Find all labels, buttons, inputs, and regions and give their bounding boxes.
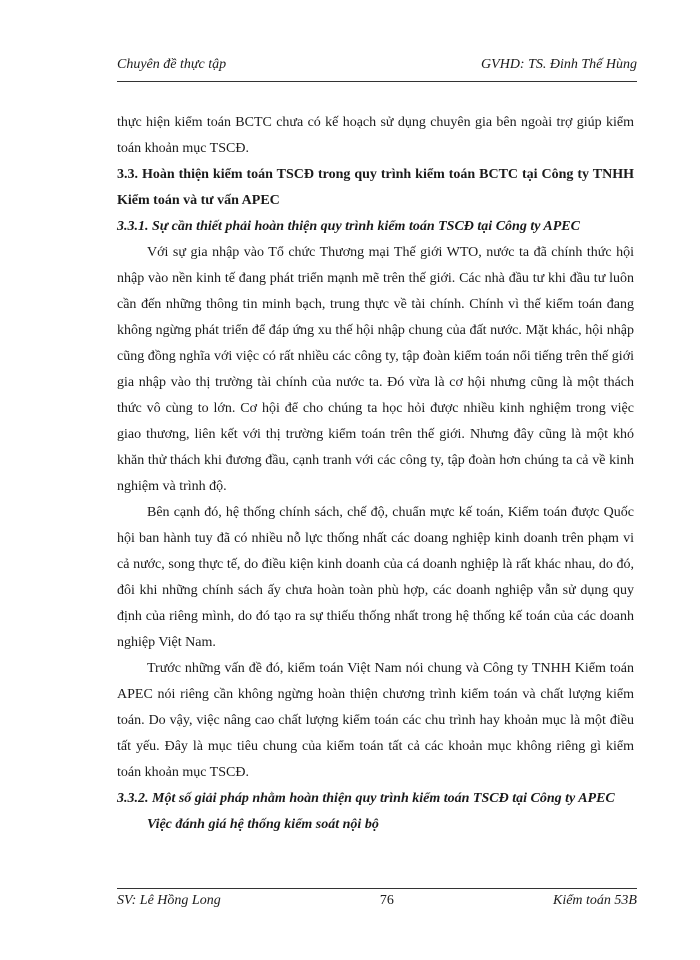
page-number: 76 xyxy=(379,893,394,908)
section-heading-3-3-2: 3.3.2. Một số giải pháp nhằm hoàn thiện quy trình kiểm toán TSCĐ tại Công ty APEC xyxy=(117,791,615,806)
intro-paragraph: thực hiện kiểm toán BCTC chưa có kế hoạch sử dụng chuyên gia bên ngoài trợ giúp kiểm toán khoản mục TSCĐ. xyxy=(117,115,634,156)
header-course: Chuyên đề thực tập xyxy=(117,57,227,72)
paragraph-1: Với sự gia nhập vào Tổ chức Thương mại Thế giới WTO, nước ta đã chính thức hội nhập vào nền kinh tế đang phát triển mạnh mẽ trên thế giới. Các nhà đầu tư khi đầu tư luôn cần đến những thông tin minh bạch, trung thực về tài chính. Chính vì thế kiểm toán đang không ngừng phát triển để đáp ứng xu thế hội nhập chung của đất nước. Mặt khác, hội nhập cũng đồng nghĩa với việc có rất nhiều các công ty, tập đoàn kiểm toán nổi tiếng trên thế giới gia nhập vào thị trường tài chính của nước ta. Đó vừa là cơ hội nhưng cũng là một thách thức vô cùng to lớn. Cơ hội để cho chúng ta học hỏi được nhiều kinh nghiệm trong việc giao thương, liên kết với thị trường kiểm toán trên thế giới. Nhưng đây cũng là một khó khăn thử thách khi đương đầu, cạnh tranh với các công ty, tập đoàn hơn chúng ta cả về kinh nghiệm và trình độ. xyxy=(117,245,634,494)
page-body xyxy=(117,110,634,838)
page-footer xyxy=(117,888,637,909)
section-heading-3-3-1: 3.3.1. Sự cần thiết phải hoàn thiện quy trình kiểm toán TSCĐ tại Công ty APEC xyxy=(117,219,580,234)
paragraph-2: Bên cạnh đó, hệ thống chính sách, chế độ, chuẩn mực kế toán, Kiểm toán được Quốc hội ban hành tuy đã có nhiều nỗ lực thống nhất các doang nghiệp kinh doanh trên phạm vi cả nước, song thực tế, do điều kiện kinh doanh của cá doanh nghiệp là rất khác nhau, do đó, đôi khi những chính sách ấy chưa hoàn toàn phù hợp, các doanh nghiệp vẫn sử dụng quy định của riêng mình, do đó tạo ra sự thiếu thống nhất trong hệ thống kế toán của các doanh nghiệp Việt Nam. xyxy=(117,505,634,650)
footer-student: SV: Lê Hồng Long xyxy=(117,893,221,908)
subheading-internal-control: Việc đánh giá hệ thống kiểm soát nội bộ xyxy=(147,817,379,832)
paragraph-3: Trước những vấn đề đó, kiểm toán Việt Nam nói chung và Công ty TNHH Kiểm toán APEC nói riêng cần không ngừng hoàn thiện chương trình kiểm toán và chất lượng kiểm toán. Do vậy, việc nâng cao chất lượng kiểm toán các chu trình hay khoản mục là một điều tất yếu. Đây là mục tiêu chung của kiểm toán tất cả các khoản mục không riêng gì kiểm toán khoản mục TSCĐ. xyxy=(117,661,634,780)
header-supervisor: GVHD: TS. Đinh Thế Hùng xyxy=(481,57,637,72)
page-header xyxy=(117,57,637,82)
section-heading-3-3: 3.3. Hoàn thiện kiểm toán TSCĐ trong quy trình kiểm toán BCTC tại Công ty TNHH Kiểm toán và tư vấn APEC xyxy=(117,167,634,208)
footer-class: Kiểm toán 53B xyxy=(552,893,637,908)
